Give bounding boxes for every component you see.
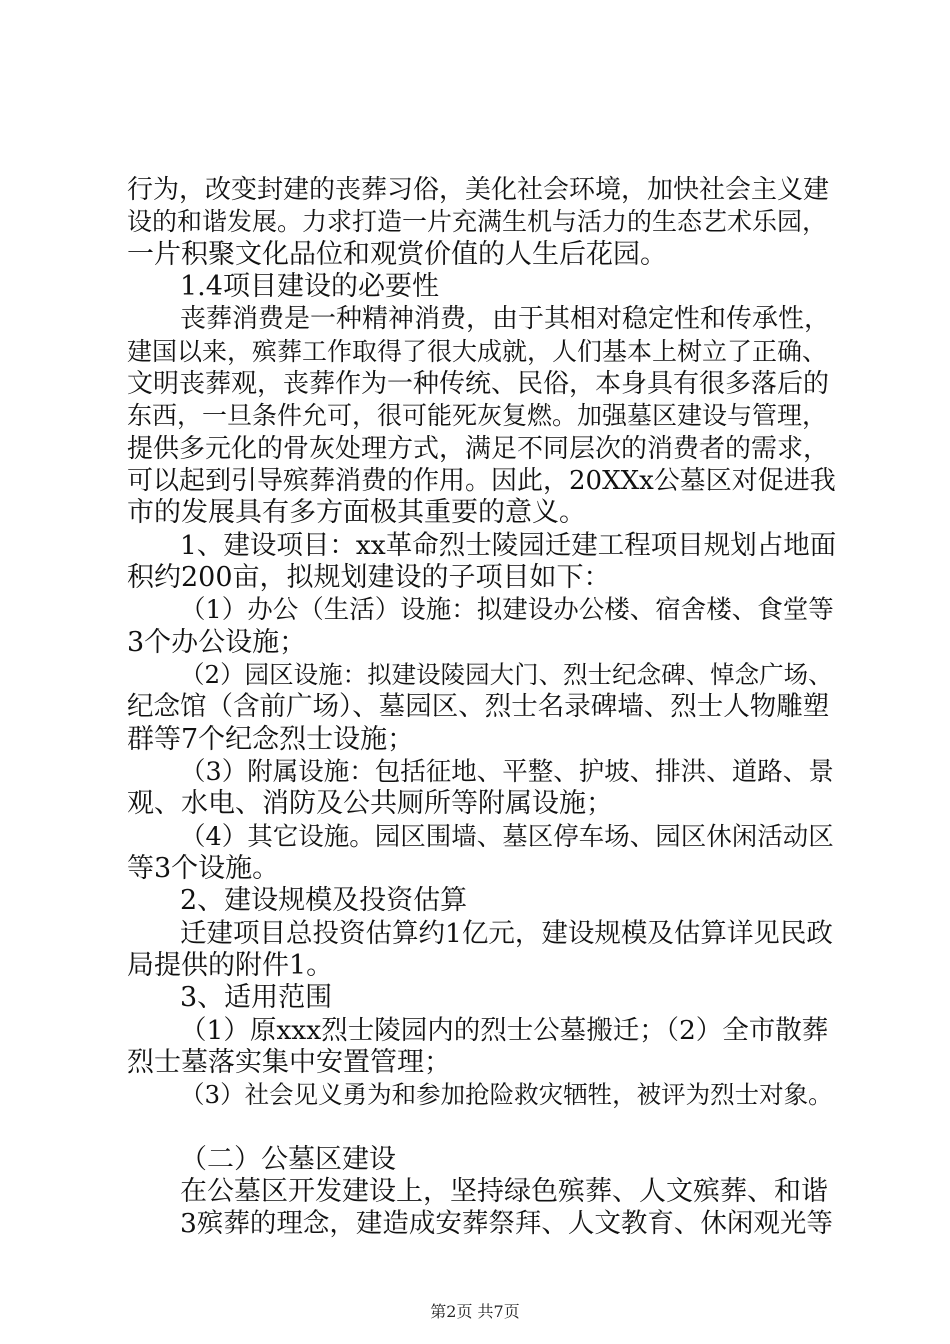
text-line: 在公墓区开发建设上，坚持绿色殡葬、人文殡葬、和谐: [180, 1176, 828, 1207]
text-line: 观、水电、消防及公共厕所等附属设施；: [127, 788, 613, 819]
section-heading: 3、适用范围: [180, 982, 333, 1013]
text-line: 建国以来，殡葬工作取得了很大成就，人们基本上树立了正确、: [127, 337, 828, 366]
section-heading: （二）公墓区建设: [180, 1144, 396, 1175]
text-line: （1）原xxx烈士陵园内的烈士公墓搬迁；（2）全市散葬: [180, 1015, 829, 1046]
text-line: 东西，一旦条件允可，很可能死灰复燃。加强墓区建设与管理，: [127, 401, 828, 430]
text-line: 局提供的附件1。: [127, 950, 334, 981]
text-line: （4）其它设施。园区围墙、墓区停车场、园区休闲活动区: [180, 822, 834, 852]
text-line: 等3个设施。: [127, 853, 280, 884]
text-line: （3）社会见义勇为和参加抢险救灾牺牲，被评为烈士对象。: [180, 1080, 833, 1109]
text-line: （3）附属设施：包括征地、平整、护坡、排洪、道路、景: [180, 757, 834, 787]
text-line: 群等7个纪念烈士设施；: [127, 724, 415, 755]
text-line: 可以起到引导殡葬消费的作用。因此，20XXx公墓区对促进我: [127, 466, 836, 496]
text-line: 提供多元化的骨灰处理方式，满足不同层次的消费者的需求，: [127, 434, 830, 464]
text-line: （2）园区设施：拟建设陵园大门、烈士纪念碑、悼念广场、: [180, 660, 833, 689]
text-line: 烈士墓落实集中安置管理；: [127, 1047, 451, 1078]
text-line: 迁建项目总投资估算约1亿元，建设规模及估算详见民政: [180, 918, 833, 949]
text-line: 积约200亩，拟规划建设的子项目如下：: [127, 562, 611, 593]
text-line: （1）办公（生活）设施：拟建设办公楼、宿舍楼、食堂等: [180, 595, 834, 625]
text-line: 一片积聚文化品位和观赏价值的人生后花园。: [127, 239, 667, 270]
text-line: 纪念馆（含前广场）、墓园区、烈士名录碑墙、烈士人物雕塑: [127, 691, 830, 722]
text-line: 文明丧葬观，丧葬作为一种传统、民俗，本身具有很多落后的: [127, 369, 830, 399]
page-number-footer: 第2页 共7页: [430, 1302, 520, 1321]
text-line: 市的发展具有多方面极其重要的意义。: [127, 497, 586, 528]
text-line: 设的和谐发展。力求打造一片充满生机与活力的生态艺术乐园，: [127, 207, 828, 236]
section-heading: 1.4项目建设的必要性: [180, 271, 439, 302]
text-line: 1、建设项目：xx革命烈士陵园迁建工程项目规划占地面: [180, 530, 837, 561]
text-line: 丧葬消费是一种精神消费，由于其相对稳定性和传承性，: [180, 304, 831, 334]
text-line: 3个办公设施；: [127, 627, 307, 658]
text-line: 3殡葬的理念，建造成安葬祭拜、人文教育、休闲观光等: [180, 1208, 833, 1239]
section-heading: 2、建设规模及投资估算: [180, 885, 468, 916]
text-line: 行为，改变封建的丧葬习俗，美化社会环境，加快社会主义建: [127, 175, 830, 205]
